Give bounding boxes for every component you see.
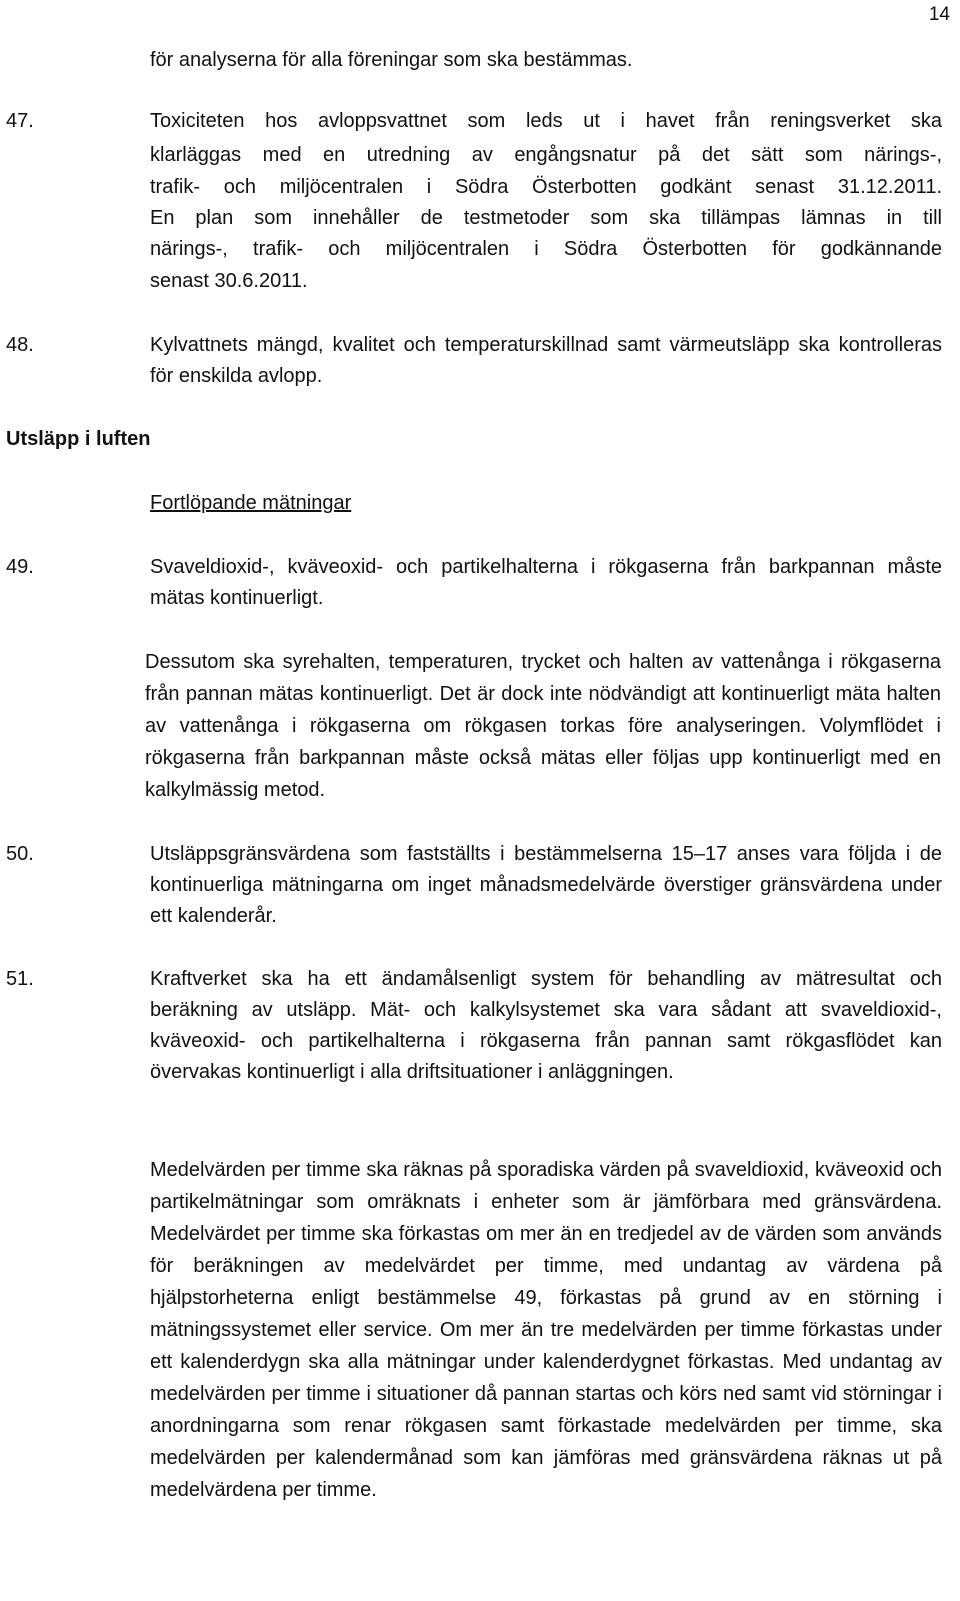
section-heading: Utsläpp i luften [6,428,151,450]
item-47-line-1: Toxiciteten hos avloppsvattnet som leds ut i havet från reningsverket ska [150,110,942,132]
item-49-text: Svaveldioxid-, kväveoxid- och partikelhalterna i rökgaserna från barkpannan måste mätas kontinuerligt. [150,556,942,609]
item-51-paragraph: Medelvärden per timme ska räknas på sporadiska värden på svaveldioxid, kväveoxid och partikelmätningar som omräknats i enheter som är jämförbara med gränsvärdena. Medelvärdet per timme ska förkastas om mer än en tredjedel av de värden som används för beräkningen av medelvärdet per timme, med undantag av värdena på hjälpstorheterna enligt bestämmelse 49, förkastas på grund av en störning i mätningssystemet eller service. Om mer än tre medelvärden per timme förkastas under ett kalenderdygn ska alla mätningar under kalenderdygnet förkastas. Med undantag av medelvärden per timme i situationer då pannan startas och körs ned samt vid störningar i anordningarna som renar rökgasen samt förkastade medelvärden per timme, ska medelvärden per kalendermånad som kan jämföras med gränsvärdena räknas ut på medelvärdena per timme. [150,1159,942,1501]
intro-line: för analyserna för alla föreningar som ska bestämmas. [150,49,633,71]
item-number-48: 48. [6,334,34,356]
item-number-50: 50. [6,843,34,865]
item-47-line-6: senast 30.6.2011. [150,270,308,292]
item-50-text: Utsläppsgränsvärdena som fastställts i bestämmelserna 15–17 anses vara följda i de kontinuerliga mätningarna om inget månadsmedelvärde överstiger gränsvärdena under ett kalenderår. [150,843,942,927]
item-47-line-2: klarläggas med en utredning av engångsnatur på det sätt som närings-, [150,144,942,166]
item-48-text: Kylvattnets mängd, kvalitet och temperaturskillnad samt värmeutsläpp ska kontrolleras för enskilda avlopp. [150,334,942,387]
item-number-51: 51. [6,968,34,990]
item-47-line-3: trafik- och miljöcentralen i Södra Österbotten godkänt senast 31.12.2011. [150,176,942,198]
item-49-paragraph: Dessutom ska syrehalten, temperaturen, trycket och halten av vattenånga i rökgaserna från pannan mätas kontinuerligt. Det är dock inte nödvändigt att kontinuerligt mäta halten av vattenånga i rökgaserna om rökgasen torkas före analyseringen. Volymflödet i rökgaserna från barkpannan måste också mätas eller följas upp kontinuerligt med en kalkylmässig metod. [145,651,941,801]
subheading: Fortlöpande mätningar [150,492,352,514]
page-number: 14 [928,4,950,25]
item-51-text: Kraftverket ska ha ett ändamålsenligt system för behandling av mätresultat och beräkning av utsläpp. Mät- och kalkylsystemet ska vara sådant att svaveldioxid-, kväveoxid- och partikelhalterna i rökgaserna från pannan samt rökgasflödet kan övervakas kontinuerligt i alla driftsituationer i anläggningen. [150,968,942,1083]
item-number-49: 49. [6,556,34,578]
item-number-47: 47. [6,110,34,132]
item-47-line-5: närings-, trafik- och miljöcentralen i Södra Österbotten för godkännande [150,238,942,260]
item-47-line-4: En plan som innehåller de testmetoder som ska tillämpas lämnas in till [150,207,942,229]
